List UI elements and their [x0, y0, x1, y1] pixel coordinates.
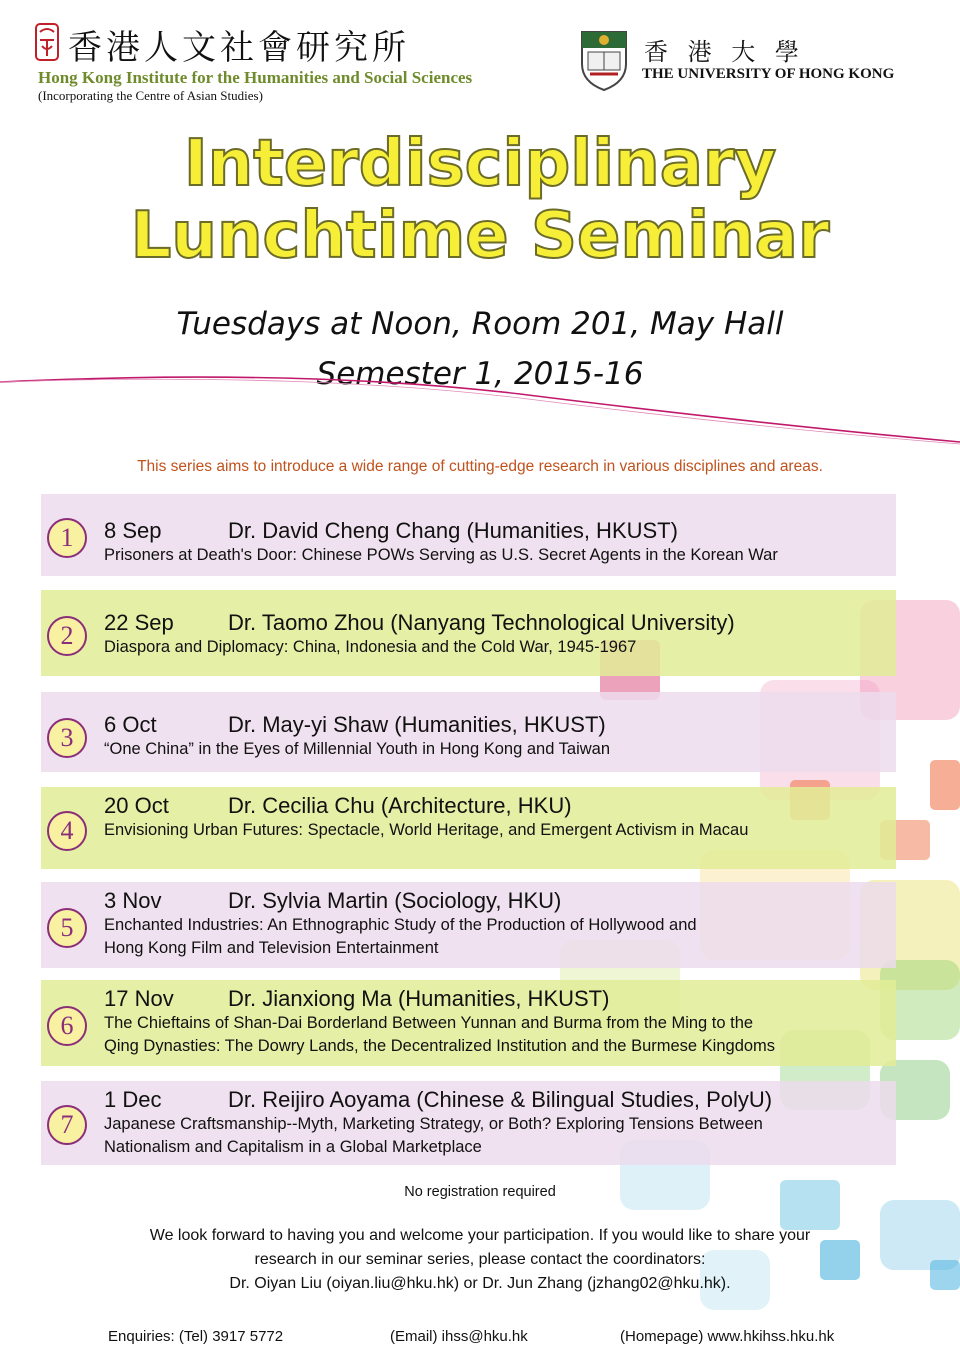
institute-subtitle: (Incorporating the Centre of Asian Studies): [38, 88, 263, 103]
no-registration-note: No registration required: [404, 1184, 556, 1200]
seminar-date: 8 Sep: [104, 518, 162, 543]
seminar-topic: [104, 1113, 763, 1159]
seminar-topic: [104, 636, 636, 659]
seminar-topic-line: Japanese Craftsmanship--Myth, Marketing Strategy, or Both? Exploring Tensions Between: [104, 1115, 763, 1133]
schedule-line-1: Tuesdays at Noon, Room 201, May Hall: [176, 306, 784, 342]
seminar-topic: [104, 738, 610, 761]
seminar-topic-line: Nationalism and Capitalism in a Global Marketplace: [104, 1138, 482, 1156]
university-english-name: THE UNIVERSITY OF HONG KONG: [642, 66, 895, 82]
seminar-topic-line: Hong Kong Film and Television Entertainment: [104, 939, 439, 957]
title-line-2: Lunchtime Seminar: [130, 199, 830, 273]
seminar-topic-line: The Chieftains of Shan-Dai Borderland Between Yunnan and Burma from the Ming to the: [104, 1014, 754, 1032]
seminar-speaker: Dr. David Cheng Chang (Humanities, HKUST): [228, 518, 678, 543]
seminar-date: 1 Dec: [104, 1087, 162, 1112]
closing-line-1: We look forward to having you and welcome your participation. If you would like to share your: [149, 1227, 811, 1244]
seminar-speaker: Dr. Reijiro Aoyama (Chinese & Bilingual Studies, PolyU): [228, 1087, 773, 1112]
decorative-swoosh: [0, 370, 960, 450]
seminar-topic: [104, 819, 748, 842]
seminar-number-badge: 2: [47, 616, 87, 656]
seminar-speaker: Dr. Sylvia Martin (Sociology, HKU): [228, 888, 562, 913]
seminar-date: 17 Nov: [104, 986, 174, 1011]
enquiries-tel: Enquiries: (Tel) 3917 5772: [108, 1328, 284, 1345]
seminar-number-badge: 7: [47, 1105, 87, 1145]
seminar-topic-line: Enchanted Industries: An Ethnographic Study of the Production of Hollywood and: [104, 916, 697, 934]
institute-chinese-name: 香港人文社會研究所: [68, 28, 410, 68]
seminar-speaker: Dr. Cecilia Chu (Architecture, HKU): [228, 793, 572, 818]
seminar-date: 3 Nov: [104, 888, 162, 913]
schedule-line-2: Semester 1, 2015-16: [316, 356, 644, 392]
seminar-topic-line: Prisoners at Death's Door: Chinese POWs Serving as U.S. Secret Agents in the Korean War: [104, 546, 778, 564]
seminar-date: 6 Oct: [104, 712, 157, 737]
seminar-row-6: [41, 980, 896, 1066]
seminar-speaker: Dr. Taomo Zhou (Nanyang Technological University): [228, 610, 735, 635]
series-intro: This series aims to introduce a wide range of cutting-edge research in various disciplines and areas.: [137, 458, 823, 475]
closing-line-2: research in our seminar series, please contact the coordinators:: [254, 1251, 706, 1268]
seminar-row-3: [41, 692, 896, 772]
title-line-1: Interdisciplinary: [183, 127, 777, 201]
seminar-row-4: [41, 787, 896, 869]
seminar-number-badge: 4: [47, 811, 87, 851]
seminar-number-badge: 5: [47, 908, 87, 948]
seminar-number-badge: 1: [47, 518, 87, 558]
institute-seal-icon: [34, 22, 60, 62]
seminar-topic: [104, 1012, 775, 1058]
seminar-topic-line: “One China” in the Eyes of Millennial Youth in Hong Kong and Taiwan: [104, 740, 611, 758]
closing-line-3: Dr. Oiyan Liu (oiyan.liu@hku.hk) or Dr. Jun Zhang (jzhang02@hku.hk).: [229, 1275, 731, 1292]
university-chinese-name: 香 港 大 學: [644, 38, 805, 66]
institute-english-name: Hong Kong Institute for the Humanities and Social Sciences: [38, 68, 473, 87]
hku-crest-icon: [578, 28, 630, 92]
enquiries-email: (Email) ihss@hku.hk: [390, 1328, 528, 1345]
seminar-date: 22 Sep: [104, 610, 174, 635]
enquiries-homepage: (Homepage) www.hkihss.hku.hk: [620, 1328, 835, 1345]
seminar-topic-line: Envisioning Urban Futures: Spectacle, World Heritage, and Emergent Activism in Macau: [104, 821, 749, 839]
seminar-topic-line: Qing Dynasties: The Dowry Lands, the Decentralized Institution and the Burmese Kingdoms: [104, 1037, 776, 1055]
seminar-date: 20 Oct: [104, 793, 169, 818]
seminar-row-7: [41, 1081, 896, 1165]
seminar-speaker: Dr. May-yi Shaw (Humanities, HKUST): [228, 712, 606, 737]
seminar-row-2: [41, 590, 896, 676]
seminar-row-5: [41, 882, 896, 968]
seminar-number-badge: 6: [47, 1006, 87, 1046]
seminar-topic-line: Diaspora and Diplomacy: China, Indonesia and the Cold War, 1945-1967: [104, 638, 637, 656]
seminar-speaker: Dr. Jianxiong Ma (Humanities, HKUST): [228, 986, 610, 1011]
seminar-topic: [104, 914, 697, 960]
seminar-number-badge: 3: [47, 718, 87, 758]
seminar-row-1: [41, 494, 896, 576]
seminar-topic: [104, 544, 778, 567]
closing-message: [0, 1224, 960, 1296]
